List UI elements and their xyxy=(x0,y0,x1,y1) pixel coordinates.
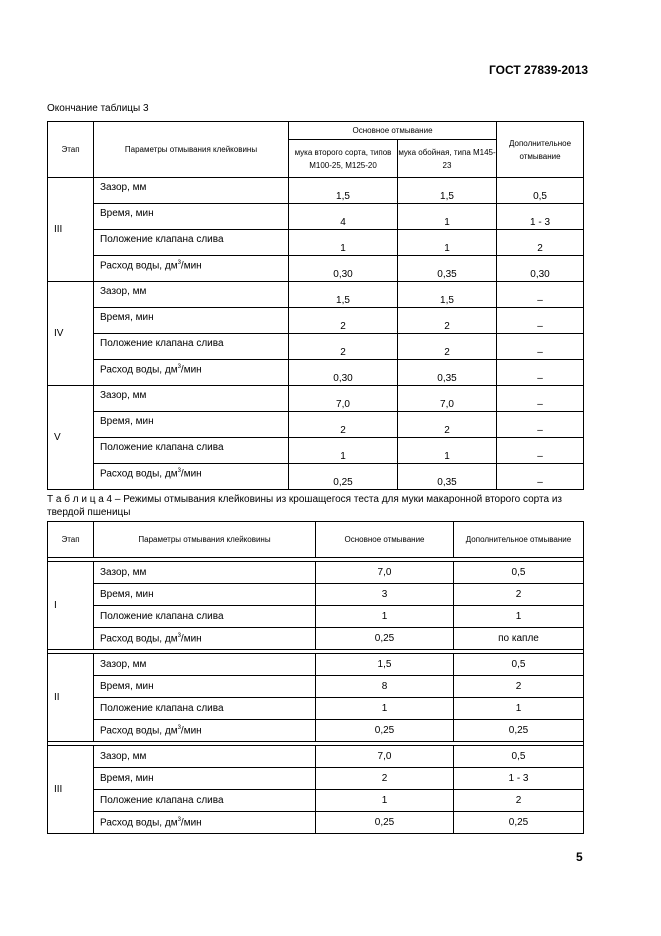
table4-header-additional: Дополнительное отмывание xyxy=(454,522,584,558)
stage-label: IV xyxy=(48,282,94,386)
table-row xyxy=(48,698,584,720)
param-label-time: Время, мин xyxy=(94,676,316,698)
table-row xyxy=(48,256,584,282)
value-cell-c1: 1 xyxy=(316,698,454,720)
value-cell-c1: 0,30 xyxy=(289,256,398,282)
table3-header-stage: Этап xyxy=(48,122,94,178)
value-cell-c2: 0,25 xyxy=(454,720,584,742)
value-cell-c1: 1,5 xyxy=(316,654,454,676)
value-cell-c2: 0,35 xyxy=(398,256,497,282)
value-cell-c3: – xyxy=(497,308,584,334)
param-label-valve: Положение клапана слива xyxy=(94,698,316,720)
param-label-gap: Зазор, мм xyxy=(94,178,289,204)
table-row xyxy=(48,334,584,360)
value-cell-c3: 1 - 3 xyxy=(497,204,584,230)
param-label-gap: Зазор, мм xyxy=(94,654,316,676)
value-cell-c3: – xyxy=(497,464,584,490)
table-row xyxy=(48,282,584,308)
param-label-gap: Зазор, мм xyxy=(94,386,289,412)
value-cell-c1: 3 xyxy=(316,584,454,606)
param-label-valve: Положение клапана слива xyxy=(94,438,289,464)
value-cell-c2: по капле xyxy=(454,628,584,650)
table-row xyxy=(48,464,584,490)
table3-header-params: Параметры отмывания клейковины xyxy=(94,122,289,178)
value-cell-c2: 1 - 3 xyxy=(454,768,584,790)
value-cell-c2: 2 xyxy=(454,790,584,812)
table-row xyxy=(48,438,584,464)
value-cell-c3: 0,5 xyxy=(497,178,584,204)
value-cell-c1: 8 xyxy=(316,676,454,698)
param-label-water-flow: Расход воды, $дм^3$/мин xyxy=(94,360,289,386)
value-cell-c1: 0,25 xyxy=(316,812,454,834)
value-cell-c2: 1 xyxy=(398,204,497,230)
table-row xyxy=(48,386,584,412)
table-row xyxy=(48,720,584,742)
value-cell-c2: 2 xyxy=(398,308,497,334)
stage-label: V xyxy=(48,386,94,490)
table-row xyxy=(48,360,584,386)
table3-caption: Окончание таблицы 3 xyxy=(47,103,149,114)
param-label-time: Время, мин xyxy=(94,204,289,230)
value-cell-c2: 1 xyxy=(454,606,584,628)
table4-caption: Т а б л и ц а 4 – Режимы отмывания клейковины из крошащегося теста для муки макаронной второго сорта из твердой пшеницы xyxy=(47,494,562,518)
value-cell-c1: 2 xyxy=(289,334,398,360)
document-standard-number: ГОСТ 27839-2013 xyxy=(489,63,589,77)
stage-label: III xyxy=(48,746,94,834)
value-cell-c3: – xyxy=(497,386,584,412)
value-cell-c2: 1 xyxy=(454,698,584,720)
param-label-valve: Положение клапана слива xyxy=(94,230,289,256)
value-cell-c1: 2 xyxy=(316,768,454,790)
table3-header-main: Основное отмывание xyxy=(289,122,497,140)
value-cell-c2: 2 xyxy=(398,412,497,438)
value-cell-c1: 0,25 xyxy=(316,628,454,650)
table-row xyxy=(48,584,584,606)
value-cell-c2: 0,35 xyxy=(398,360,497,386)
value-cell-c1: 1 xyxy=(289,230,398,256)
table3-stage-group xyxy=(48,178,584,282)
value-cell-c2: 2 xyxy=(398,334,497,360)
param-label-time: Время, мин xyxy=(94,412,289,438)
value-cell-c1: 2 xyxy=(289,412,398,438)
param-label-valve: Положение клапана слива xyxy=(94,334,289,360)
table-row xyxy=(48,746,584,768)
table-row xyxy=(48,230,584,256)
param-label-valve: Положение клапана слива xyxy=(94,790,316,812)
table-row xyxy=(48,812,584,834)
table-row xyxy=(48,178,584,204)
value-cell-c2: 2 xyxy=(454,584,584,606)
table4-header-stage: Этап xyxy=(48,522,94,558)
value-cell-c2: 2 xyxy=(454,676,584,698)
value-cell-c1: 1,5 xyxy=(289,178,398,204)
table3-header-second-grade: мука второго сорта, типов М100-25, М125-20 xyxy=(289,140,398,178)
table-row xyxy=(48,676,584,698)
param-label-gap: Зазор, мм xyxy=(94,282,289,308)
value-cell-c2: 0,25 xyxy=(454,812,584,834)
table-row xyxy=(48,606,584,628)
table-row xyxy=(48,628,584,650)
value-cell-c1: 1 xyxy=(316,606,454,628)
stage-label: II xyxy=(48,654,94,742)
table4-header-params: Параметры отмывания клейковины xyxy=(94,522,316,558)
value-cell-c2: 0,35 xyxy=(398,464,497,490)
value-cell-c3: 0,30 xyxy=(497,256,584,282)
param-label-water-flow: Расход воды, $дм^3$/мин xyxy=(94,812,316,834)
value-cell-c1: 7,0 xyxy=(289,386,398,412)
value-cell-c2: 0,5 xyxy=(454,746,584,768)
table3-head xyxy=(48,122,584,178)
table4-header-main: Основное отмывание xyxy=(316,522,454,558)
table-row xyxy=(48,412,584,438)
value-cell-c1: 0,25 xyxy=(289,464,398,490)
value-cell-c2: 1,5 xyxy=(398,282,497,308)
table4-stage-group xyxy=(48,558,584,650)
value-cell-c3: – xyxy=(497,360,584,386)
value-cell-c3: – xyxy=(497,334,584,360)
value-cell-c3: – xyxy=(497,282,584,308)
table-row xyxy=(48,204,584,230)
value-cell-c1: 4 xyxy=(289,204,398,230)
table3 xyxy=(47,121,584,490)
stage-label: I xyxy=(48,562,94,650)
value-cell-c1: 1,5 xyxy=(289,282,398,308)
value-cell-c1: 2 xyxy=(289,308,398,334)
param-label-valve: Положение клапана слива xyxy=(94,606,316,628)
value-cell-c1: 0,30 xyxy=(289,360,398,386)
table3-header-additional: Дополнительное отмывание xyxy=(497,122,584,178)
value-cell-c1: 0,25 xyxy=(316,720,454,742)
value-cell-c2: 0,5 xyxy=(454,654,584,676)
table3-stage-group xyxy=(48,386,584,490)
value-cell-c2: 7,0 xyxy=(398,386,497,412)
param-label-time: Время, мин xyxy=(94,584,316,606)
table3-header-wholemeal: мука обойная, типа М145-23 xyxy=(398,140,497,178)
table-row xyxy=(48,308,584,334)
table4 xyxy=(47,521,584,834)
param-label-water-flow: Расход воды, $дм^3$/мин xyxy=(94,628,316,650)
param-label-gap: Зазор, мм xyxy=(94,746,316,768)
table-row xyxy=(48,562,584,584)
param-label-gap: Зазор, мм xyxy=(94,562,316,584)
table4-head xyxy=(48,522,584,558)
table4-stage-group xyxy=(48,742,584,834)
value-cell-c1: 1 xyxy=(316,790,454,812)
value-cell-c3: – xyxy=(497,412,584,438)
table-row xyxy=(48,654,584,676)
param-label-water-flow: Расход воды, $дм^3$/мин xyxy=(94,720,316,742)
value-cell-c1: 7,0 xyxy=(316,562,454,584)
stage-label: III xyxy=(48,178,94,282)
value-cell-c2: 1 xyxy=(398,438,497,464)
value-cell-c3: 2 xyxy=(497,230,584,256)
value-cell-c2: 0,5 xyxy=(454,562,584,584)
page-number: 5 xyxy=(576,850,583,864)
param-label-time: Время, мин xyxy=(94,308,289,334)
table4-stage-group xyxy=(48,650,584,742)
param-label-water-flow: Расход воды, $дм^3$/мин xyxy=(94,464,289,490)
table3-stage-group xyxy=(48,282,584,386)
value-cell-c2: 1 xyxy=(398,230,497,256)
value-cell-c2: 1,5 xyxy=(398,178,497,204)
value-cell-c1: 7,0 xyxy=(316,746,454,768)
table-row xyxy=(48,768,584,790)
table-row xyxy=(48,790,584,812)
value-cell-c1: 1 xyxy=(289,438,398,464)
param-label-time: Время, мин xyxy=(94,768,316,790)
value-cell-c3: – xyxy=(497,438,584,464)
param-label-water-flow: Расход воды, $дм^3$/мин xyxy=(94,256,289,282)
